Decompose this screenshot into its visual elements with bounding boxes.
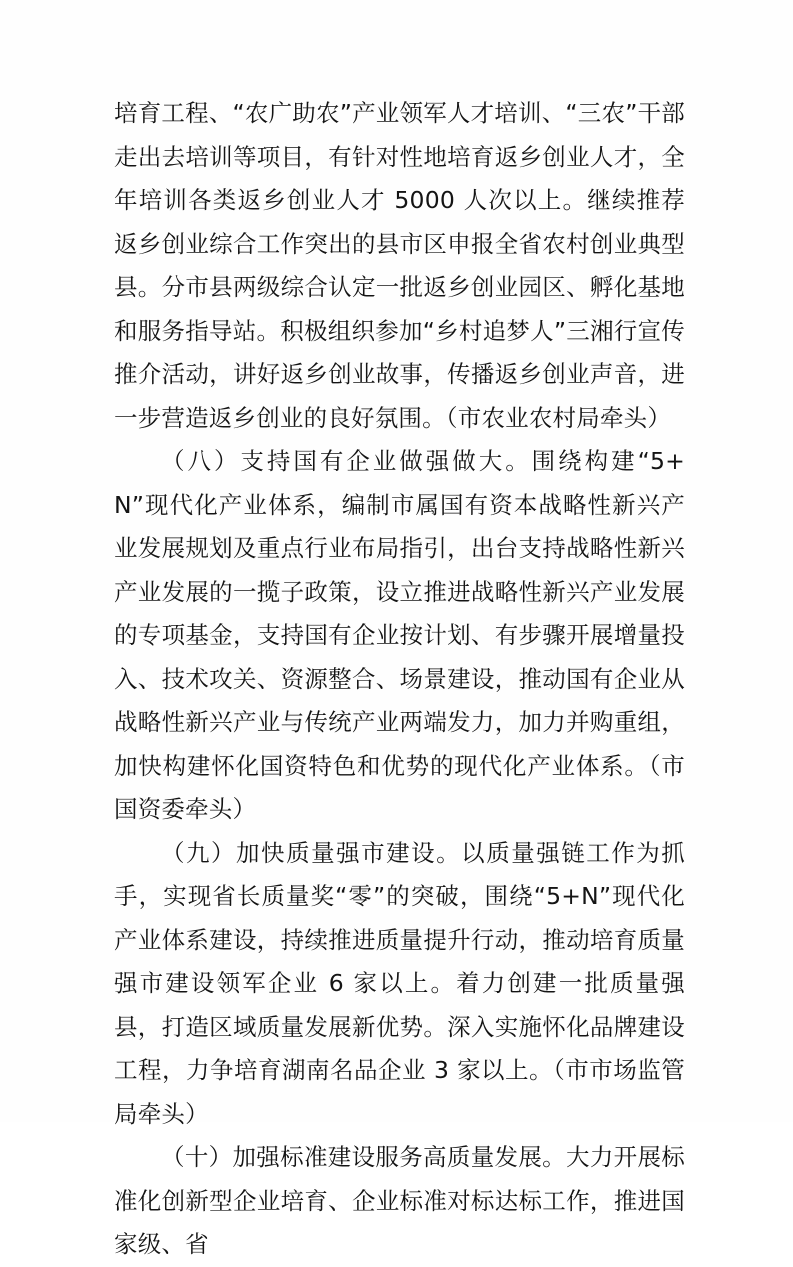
- paragraph-item-nine-quality-city: （九）加快质量强市建设。以质量强链工作为抓手，实现省长质量奖“零”的突破，围绕“5+N”现代化产业体系建设，持续推进质量提升行动，推动培育质量强市建设领军企业 6 家以上。着力创建一批质量强县，打造区域质量发展新优势。深入实施怀化品牌建设工程，力争培育湖南名品企业 3 家以上。（市市场监管局牵头）: [114, 838, 685, 1128]
- paragraph-continued-returning-entrepreneurship: 培育工程、“农广助农”产业领军人才培训、“三农”干部走出去培训等项目，有针对性地培育返乡创业人才，全年培训各类返乡创业人才 5000 人次以上。继续推荐返乡创业综合工作突出的县市区申报全省农村创业典型县。分市县两级综合认定一批返乡创业园区、孵化基地和服务指导站。积极组织参加“乡村追梦人”三湘行宣传推介活动，讲好返乡创业故事，传播返乡创业声音，进一步营造返乡创业的良好氛围。（市农业农村局牵头）: [114, 99, 685, 432]
- paragraph-item-ten-standards: （十）加强标准建设服务高质量发展。大力开展标准化创新型企业培育、企业标准对标达标工作，推进国家级、省: [114, 1143, 685, 1258]
- document-body: [114, 92, 685, 1267]
- paragraph-item-eight-state-owned-enterprises: （八）支持国有企业做强做大。围绕构建“5+N”现代化产业体系，编制市属国有资本战略性新兴产业发展规划及重点行业布局指引，出台支持战略性新兴产业发展的一揽子政策，设立推进战略性新兴产业发展的专项基金，支持国有企业按计划、有步骤开展增量投入、技术攻关、资源整合、场景建设，推动国有企业从战略性新兴产业与传统产业两端发力，加力并购重组，加快构建怀化国资特色和优势的现代化产业体系。（市国资委牵头）: [114, 447, 685, 823]
